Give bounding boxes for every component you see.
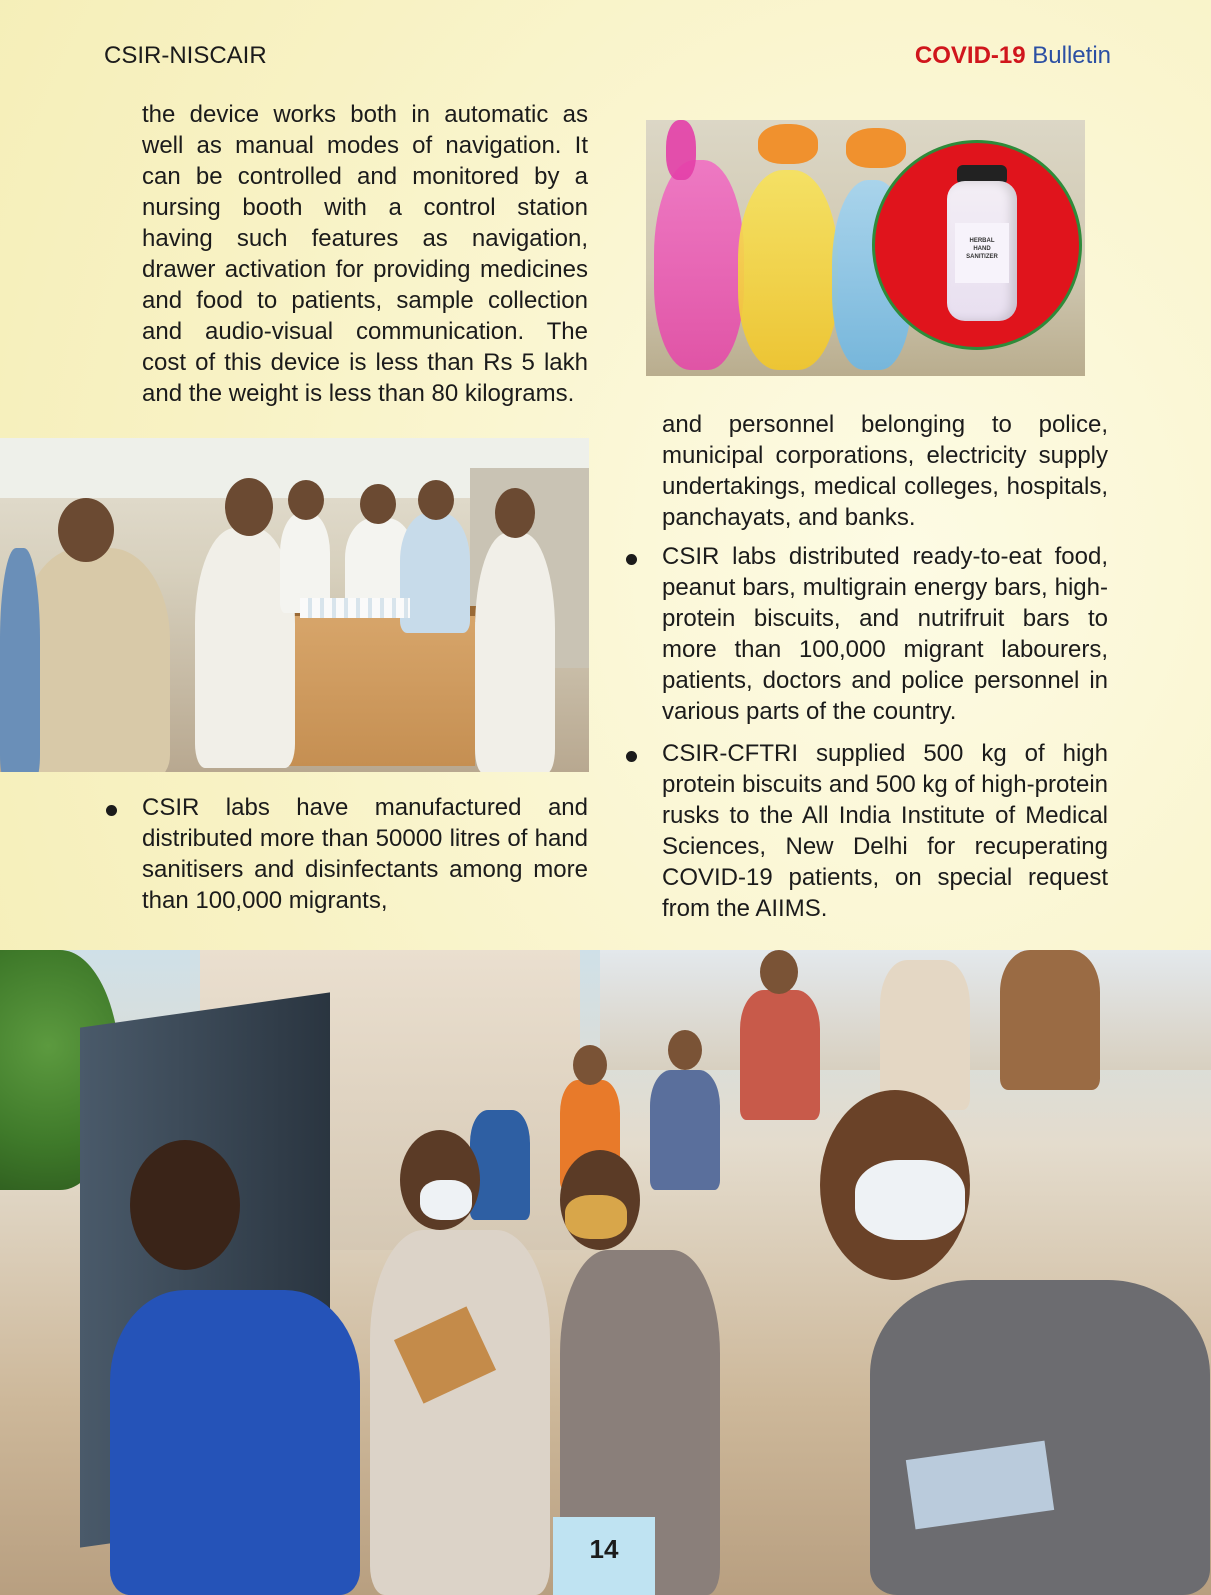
right-continued-paragraph: and personnel belonging to police, municipal corporations, electricity supply undertakings, medical colleges, hospitals, panchayats, and banks. (662, 411, 1108, 531)
bullet-dot (106, 805, 117, 816)
right-bullet-text-2: CSIR-CFTRI supplied 500 kg of high protein biscuits and 500 kg of high-protein rusks to the All India Institute of Medical Sciences, New Delhi for recuperating COVID-19 patients, on special request from the AIIMS. (662, 740, 1108, 922)
bullet-dot (626, 751, 637, 762)
page-number: 14 (553, 1517, 655, 1595)
page-header-right (915, 42, 1111, 70)
header-covid-label: COVID-19 (914, 42, 1026, 69)
right-bullet-text-1: CSIR labs distributed ready-to-eat food, peanut bars, multigrain energy bars, high-protein biscuits, and nutrifruit bars to more than 100,000 migrant labourers, patients, doctors and police personnel in various parts of the country. (662, 543, 1108, 725)
bullet-dot (626, 554, 637, 565)
sanitizer-photo (646, 120, 1085, 376)
left-paragraph: the device works both in automatic as well as manual modes of navigation. It can be controlled and monitored by a nursing booth with a control station having such features as navigation, drawer activation for providing medicines and food to patients, sample collection and audio-visual communication. The cost of this device is less than Rs 5 lakh and the weight is less than 80 kilograms. (142, 101, 588, 407)
lab-distribution-photo (0, 438, 589, 772)
food-distribution-photo (0, 950, 1211, 1595)
sanitizer-label: HERBAL HAND SANITIZER (955, 223, 1009, 283)
header-bulletin-label: Bulletin (1032, 42, 1111, 69)
sanitizer-inset-circle (872, 140, 1082, 350)
left-bullet-text: CSIR labs have manufactured and distributed more than 50000 litres of hand sanitisers and disinfectants among more than 100,000 migrants, (142, 794, 588, 914)
page-header-left: CSIR-NISCAIR (104, 42, 267, 69)
